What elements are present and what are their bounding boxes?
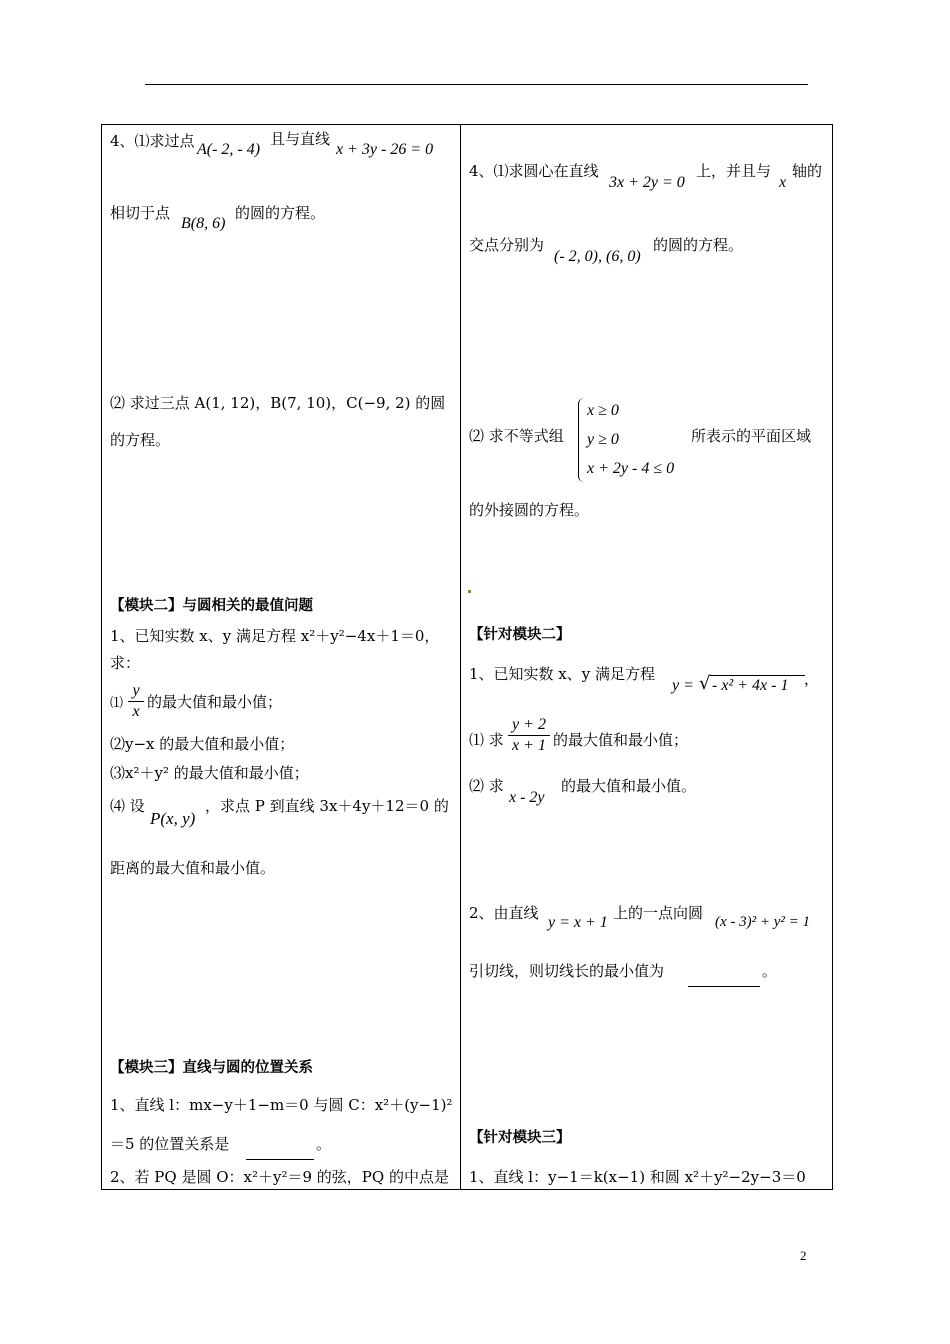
right-t2-q1-comma: ，: [804, 670, 820, 688]
left-m2-q1-2: ⑵y−x 的最大值和最小值；: [110, 735, 295, 753]
column-divider: [460, 124, 461, 1190]
right-t2-q2-text-a: 2、由直线: [469, 904, 539, 922]
fraction-bar: [508, 735, 550, 736]
right-t2-q1-text-a: 1、已知实数 x、y 满足方程: [469, 665, 656, 683]
right-module2-title: 【针对模块二】: [469, 627, 571, 643]
right-t2-q1-1-text-b: 的最大值和最小值；: [553, 731, 689, 749]
left-m2-q1-1-text: 的最大值和最小值；: [147, 693, 283, 711]
answer-blank: [688, 975, 760, 990]
right-q4-1-text-b: 上，并且与: [696, 162, 772, 180]
right-t2-q2-circle: (x - 3)² + y² = 1: [715, 914, 811, 930]
right-t2-q2-text-c: 引切线，则切线长的最小值为: [469, 962, 665, 980]
left-q4-1-line-eq: x + 3y - 26 = 0: [336, 141, 434, 158]
fraction-numerator: y + 2: [512, 716, 546, 733]
left-module3-title: 【模块三】直线与圆的位置关系: [110, 1060, 313, 1076]
right-q4-2-text-c: 的外接圆的方程。: [469, 501, 590, 519]
right-t2-q1-radicand: - x² + 4x - 1: [712, 677, 789, 694]
right-q4-1-text-a: 4、⑴求圆心在直线: [469, 162, 599, 180]
right-t2-q1-1-text-a: ⑴ 求: [469, 731, 504, 749]
left-q4-2-text-a: ⑵ 求过三点 A(1, 12)，B(7, 10)，C(−9, 2) 的圆: [110, 394, 446, 412]
right-t2-q1-y: y =: [672, 677, 694, 694]
right-q4-2-ineq3: x + 2y - 4 ≤ 0: [587, 460, 675, 477]
right-t2-q2-line: y = x + 1: [548, 914, 608, 931]
left-m2-q1-text-b: 求：: [110, 654, 141, 672]
left-m2-q1-1-prefix: ⑴: [110, 696, 124, 711]
left-q4-1-point-a: A(- 2, - 4): [197, 141, 261, 158]
right-q4-1-text-c: 轴的: [792, 162, 823, 180]
header-rule: [145, 84, 808, 85]
left-m3-q1-text-c: 。: [316, 1135, 332, 1153]
stray-mark: [468, 590, 471, 593]
left-m2-q1-3: ⑶x²＋y² 的最大值和最小值；: [110, 764, 309, 782]
left-module2-title: 【模块二】与圆相关的最值问题: [110, 598, 313, 614]
left-m2-q1-4-text-a: ⑷ 设: [110, 797, 145, 815]
right-t2-q2-text-b: 上的一点向圆: [613, 904, 704, 922]
right-t3-q1: 1、直线 l：y−1＝k(x−1) 和圆 x²＋y²−2y−3＝0: [469, 1168, 806, 1186]
fraction-denominator: x: [132, 703, 140, 721]
left-m2-q1-4-text-c: 距离的最大值和最小值。: [110, 859, 276, 877]
system-brace: [578, 398, 585, 482]
answer-blank: [246, 1148, 314, 1163]
right-q4-1-line-eq: 3x + 2y = 0: [609, 174, 685, 191]
left-m3-q1-text-a: 1、直线 l：mx−y＋1−m＝0 与圆 C：x²＋(y−1)²: [110, 1096, 453, 1114]
right-t2-q1-2-text-b: 的最大值和最小值。: [561, 777, 697, 795]
left-q4-1-text-c: 相切于点: [110, 204, 171, 222]
left-m3-q2: 2、若 PQ 是圆 O：x²＋y²＝9 的弦，PQ 的中点是: [110, 1168, 449, 1186]
right-t2-q1-2-expr: x - 2y: [509, 789, 545, 806]
right-q4-1-points: (- 2, 0), (6, 0): [554, 248, 641, 265]
sqrt-icon: √: [699, 673, 711, 694]
content-table: [101, 124, 833, 1190]
right-module3-title: 【针对模块三】: [469, 1130, 571, 1146]
left-m2-q1-4-point: P(x, y): [150, 809, 196, 828]
left-m3-q1-text-b: ＝5 的位置关系是: [110, 1135, 230, 1153]
fraction-numerator: y: [132, 682, 140, 699]
right-q4-2-ineq2: y ≥ 0: [587, 431, 619, 448]
right-q4-2-text-a: ⑵ 求不等式组: [469, 427, 564, 445]
left-q4-1-text-b: 且与直线: [270, 130, 331, 148]
left-q4-2-text-b: 的方程。: [110, 431, 171, 449]
right-q4-1-text-e: 的圆的方程。: [653, 236, 744, 254]
right-q4-1-x: x: [779, 174, 787, 191]
fraction-bar: [128, 701, 144, 702]
sqrt-vinculum: [710, 675, 805, 676]
left-m2-q1-4-text-b: ，求点 P 到直线 3x＋4y＋12＝0 的: [205, 797, 449, 815]
page-number: 2: [800, 1248, 807, 1263]
left-q4-1-text-d: 的圆的方程。: [235, 204, 326, 222]
left-q4-1-text-a: 4、⑴求过点: [110, 132, 195, 150]
right-t2-q2-text-d: 。: [762, 962, 778, 980]
left-m2-q1-1-fraction: [128, 682, 144, 722]
left-q4-1-point-b: B(8, 6): [181, 215, 226, 232]
right-q4-1-text-d: 交点分别为: [469, 236, 545, 254]
right-q4-2-ineq1: x ≥ 0: [587, 402, 619, 419]
right-q4-2-text-b: 所表示的平面区域: [691, 427, 812, 445]
right-t2-q1-1-fraction: [508, 716, 550, 756]
right-t2-q1-2-text-a: ⑵ 求: [469, 777, 504, 795]
fraction-denominator: x + 1: [512, 737, 546, 755]
left-m2-q1-text-a: 1、已知实数 x、y 满足方程 x²＋y²−4x＋1＝0，: [110, 627, 440, 645]
